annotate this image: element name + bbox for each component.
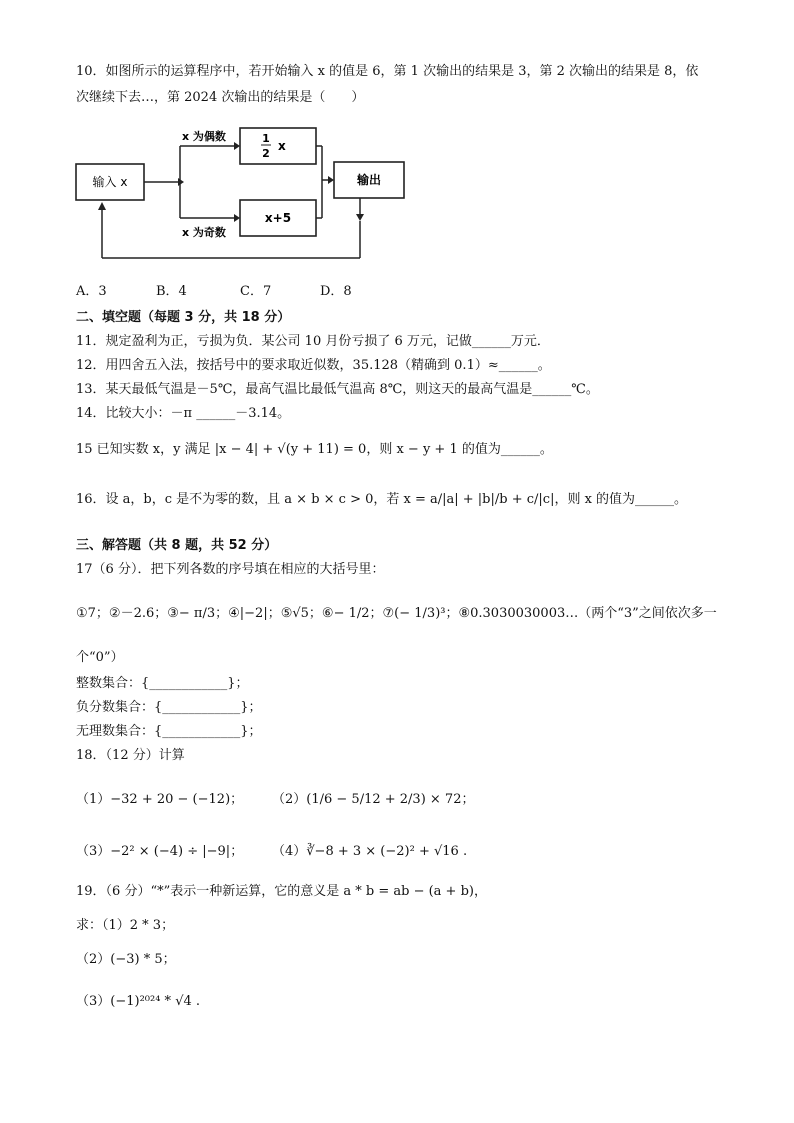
- q18-stem: 18．（12 分）计算: [76, 748, 185, 763]
- section3-heading: 三、解答题（共 8 题，共 52 分）: [76, 538, 278, 553]
- q18-part3: （3）−2² × (−4) ÷ |−9|；: [76, 844, 244, 859]
- q17-integer-set: 整数集合：{____________}；: [76, 676, 249, 691]
- q14: 14．比较大小：－π ______－3.14。: [76, 406, 291, 421]
- q10-flowchart: [72, 120, 412, 268]
- q17-irrational-set: 无理数集合：{____________}；: [76, 724, 262, 739]
- q10-line2: 次继续下去…，第 2024 次输出的结果是（ ）: [76, 90, 365, 105]
- q10-line1: 10．如图所示的运算程序中，若开始输入 x 的值是 6，第 1 次输出的结果是 3，第 2 次输出的结果是 8，依: [76, 64, 699, 79]
- q18-part1: （1）−32 + 20 − (−12)；: [76, 792, 244, 807]
- svg-text:x: x: [278, 139, 286, 153]
- input-label: 输入 x: [92, 175, 128, 189]
- q19-part3: （3）(−1)²⁰²⁴ * √4 .: [76, 994, 201, 1009]
- q10-option-b: B．4: [156, 284, 187, 299]
- q15: 15 已知实数 x，y 满足 |x − 4| + √(y + 11) = 0，则 x − y + 1 的值为______。: [76, 442, 553, 457]
- q19-part1: 求：（1）2 * 3；: [76, 918, 175, 933]
- odd-condition: x 为奇数: [182, 226, 226, 239]
- even-condition: x 为偶数: [182, 130, 226, 143]
- q10-option-d: D．8: [320, 284, 352, 299]
- q18-part4: （4）∛−8 + 3 × (−2)² + √16 .: [272, 844, 468, 859]
- q17-negative-fraction-set: 负分数集合：{____________}；: [76, 700, 262, 715]
- q19-part2: （2）(−3) * 5；: [76, 952, 176, 967]
- svg-text:2: 2: [262, 147, 270, 160]
- q17-numbers: ①7；②－2.6；③− π/3；④|−2|；⑤√5；⑥− 1/2；⑦(− 1/3)³；⑧0.3030030003…（两个“3”之间依次多一: [76, 606, 717, 621]
- q10-option-a: A．3: [76, 284, 107, 299]
- q13: 13．某天最低气温是－5℃，最高气温比最低气温高 8℃，则这天的最高气温是______℃。: [76, 382, 599, 397]
- q16: 16．设 a，b，c 是不为零的数，且 a × b × c > 0，若 x = a/|a| + |b|/b + c/|c|，则 x 的值为______。: [76, 492, 688, 507]
- output-label: 输出: [356, 173, 382, 187]
- q12: 12．用四舍五入法，按括号中的要求取近似数，35.128（精确到 0.1）≈______。: [76, 358, 551, 373]
- q18-part2: （2）(1/6 − 5/12 + 2/3) × 72；: [272, 792, 475, 807]
- q11: 11．规定盈利为正，亏损为负．某公司 10 月份亏损了 6 万元，记做______万元．: [76, 334, 550, 349]
- q19-stem: 19．（6 分）“*”表示一种新运算，它的意义是 a * b = ab − (a + b)，: [76, 884, 487, 899]
- section2-heading: 二、填空题（每题 3 分，共 18 分）: [76, 310, 291, 325]
- odd-op-label: x+5: [264, 211, 292, 225]
- svg-text:1: 1: [262, 132, 270, 145]
- q17-stem: 17（6 分）．把下列各数的序号填在相应的大括号里：: [76, 562, 385, 577]
- q17-numbers-cont: 个“0”）: [76, 650, 124, 665]
- q10-option-c: C．7: [240, 284, 272, 299]
